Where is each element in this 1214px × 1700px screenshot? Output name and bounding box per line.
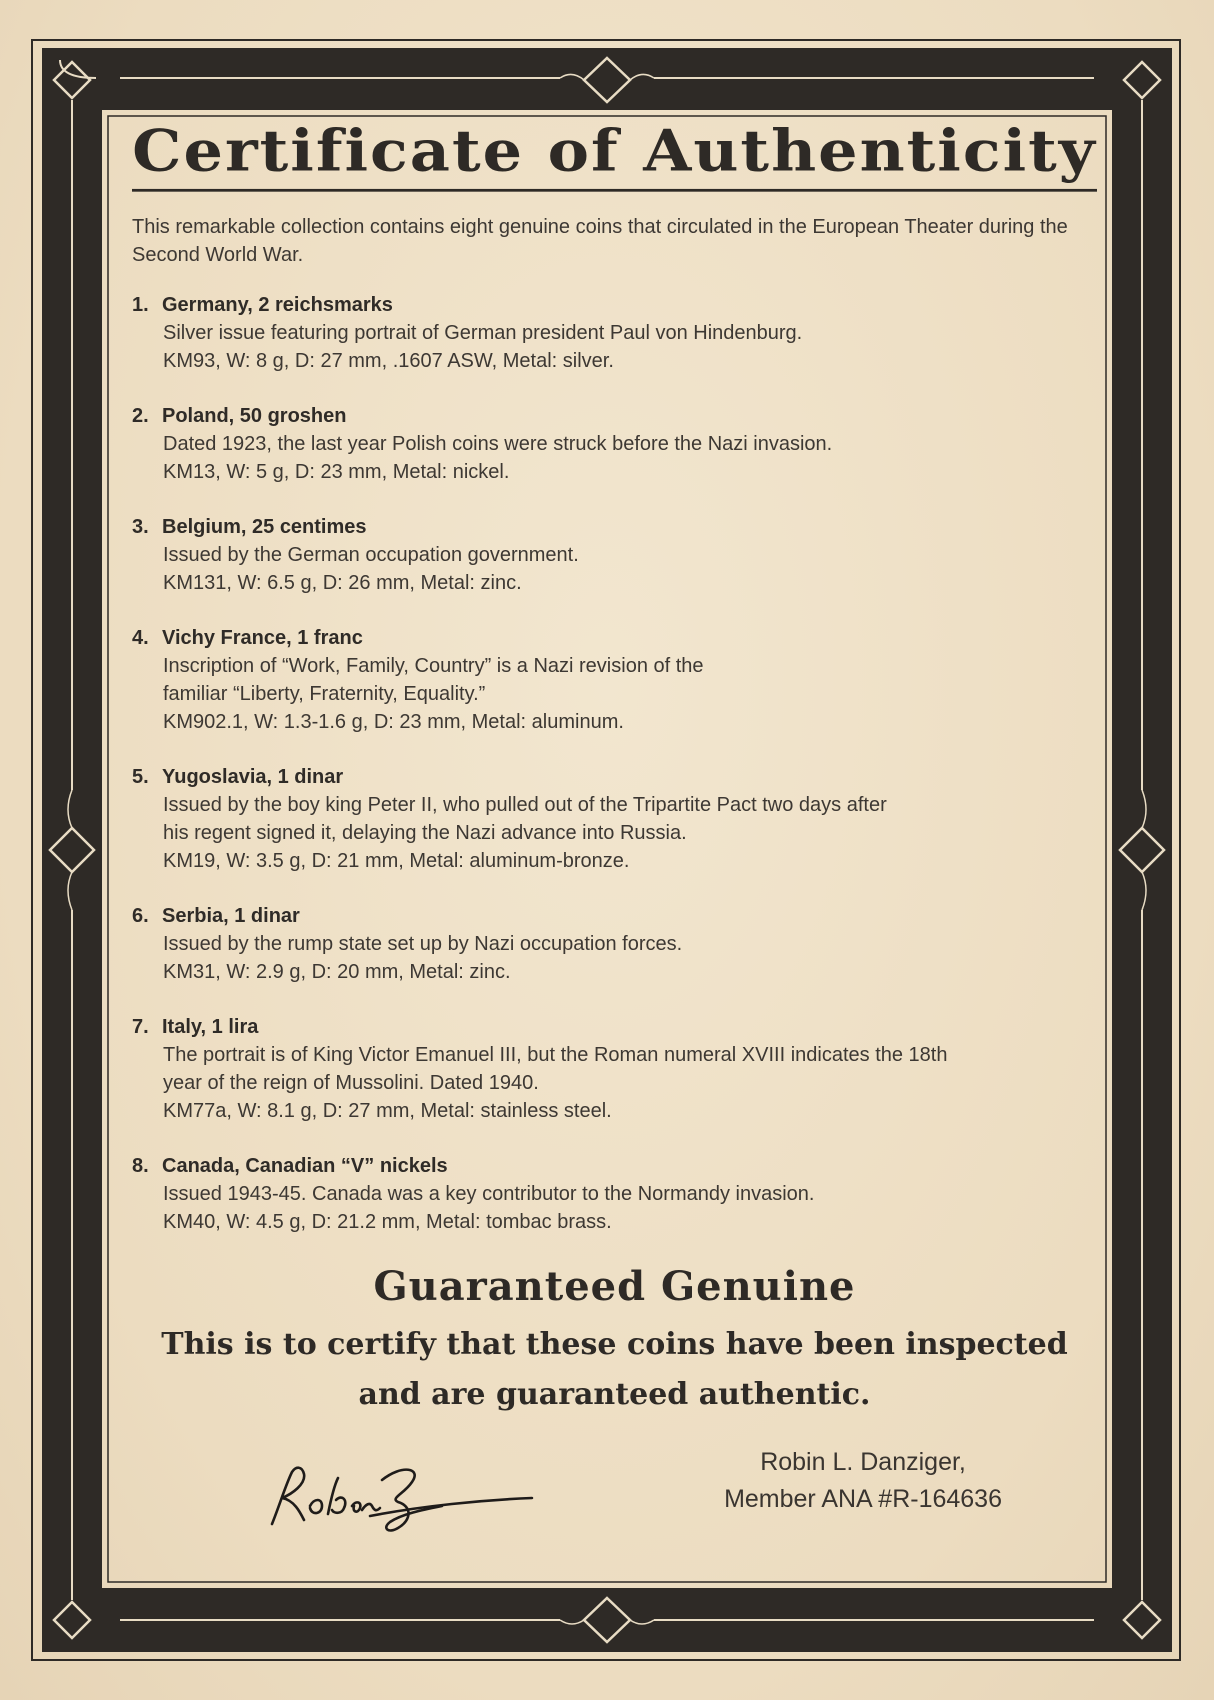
handwritten-signature xyxy=(252,1444,552,1544)
coin-item-title: 5. Yugoslavia, 1 dinar xyxy=(132,766,344,788)
coin-item-description: Dated 1923, the last year Polish coins were struck before the Nazi invasion. xyxy=(163,433,833,455)
intro-paragraph: This remarkable collection contains eight genuine coins that circulated in the European Theater during the Second World War. xyxy=(132,216,1068,266)
coin-item-specs: KM13, W: 5 g, D: 23 mm, Metal: nickel. xyxy=(163,461,510,483)
coin-item-specs: KM93, W: 8 g, D: 27 mm, .1607 ASW, Metal: silver. xyxy=(163,350,614,372)
coin-item xyxy=(132,902,1097,986)
signer-info xyxy=(724,1444,1002,1518)
coin-item-specs: KM77a, W: 8.1 g, D: 27 mm, Metal: stainless steel. xyxy=(163,1100,612,1122)
certificate-title: Certificate of Authenticity xyxy=(132,115,1097,191)
certificate-content xyxy=(132,112,1097,1572)
coin-item-title: 3. Belgium, 25 centimes xyxy=(132,516,367,538)
coin-item-description: Issued 1943-45. Canada was a key contributor to the Normandy invasion. xyxy=(163,1183,815,1205)
coin-item-description: familiar “Liberty, Fraternity, Equality.” xyxy=(163,683,486,705)
signer-name: Robin L. Danziger, xyxy=(760,1448,966,1476)
coin-item-description: Issued by the German occupation government. xyxy=(163,544,579,566)
coin-item-description: year of the reign of Mussolini. Dated 1940. xyxy=(163,1072,539,1094)
coin-item xyxy=(132,402,1097,486)
coin-item-description: Issued by the boy king Peter II, who pulled out of the Tripartite Pact two days after xyxy=(163,794,887,816)
coin-item-description: The portrait is of King Victor Emanuel III, but the Roman numeral XVIII indicates the 18th xyxy=(163,1044,948,1066)
coin-item-specs: KM31, W: 2.9 g, D: 20 mm, Metal: zinc. xyxy=(163,961,511,983)
guarantee-statement: This is to certify that these coins have been inspected and are guaranteed authentic. xyxy=(161,1327,1068,1412)
coin-item-specs: KM19, W: 3.5 g, D: 21 mm, Metal: aluminum-bronze. xyxy=(163,850,630,872)
coin-item-title: 6. Serbia, 1 dinar xyxy=(132,905,300,927)
guarantee-heading: Guaranteed Genuine xyxy=(373,1263,856,1310)
coin-item-title: 2. Poland, 50 groshen xyxy=(132,405,347,427)
coin-item xyxy=(132,1152,1097,1236)
coin-item-description: Issued by the rump state set up by Nazi occupation forces. xyxy=(163,933,683,955)
coin-item-specs: KM131, W: 6.5 g, D: 26 mm, Metal: zinc. xyxy=(163,572,522,594)
coin-item xyxy=(132,291,1097,375)
coin-item-description: his regent signed it, delaying the Nazi advance into Russia. xyxy=(163,822,687,844)
coin-list xyxy=(132,291,1097,1236)
coin-item-description: Silver issue featuring portrait of German president Paul von Hindenburg. xyxy=(163,322,803,344)
coin-item-title: 7. Italy, 1 lira xyxy=(132,1016,259,1038)
coin-item xyxy=(132,763,1097,875)
coin-item xyxy=(132,513,1097,597)
coin-item-title: 1. Germany, 2 reichsmarks xyxy=(132,294,393,316)
coin-item-title: 4. Vichy France, 1 franc xyxy=(132,627,363,649)
coin-item xyxy=(132,1013,1097,1125)
coin-item-specs: KM40, W: 4.5 g, D: 21.2 mm, Metal: tombac brass. xyxy=(163,1211,612,1233)
coin-item xyxy=(132,624,1097,736)
signature-block xyxy=(132,1444,1097,1554)
coin-item-title: 8. Canada, Canadian “V” nickels xyxy=(132,1155,448,1177)
coin-item-specs: KM902.1, W: 1.3-1.6 g, D: 23 mm, Metal: aluminum. xyxy=(163,711,624,733)
signer-membership: Member ANA #R-164636 xyxy=(724,1485,1002,1513)
coin-item-description: Inscription of “Work, Family, Country” is a Nazi revision of the xyxy=(163,655,704,677)
